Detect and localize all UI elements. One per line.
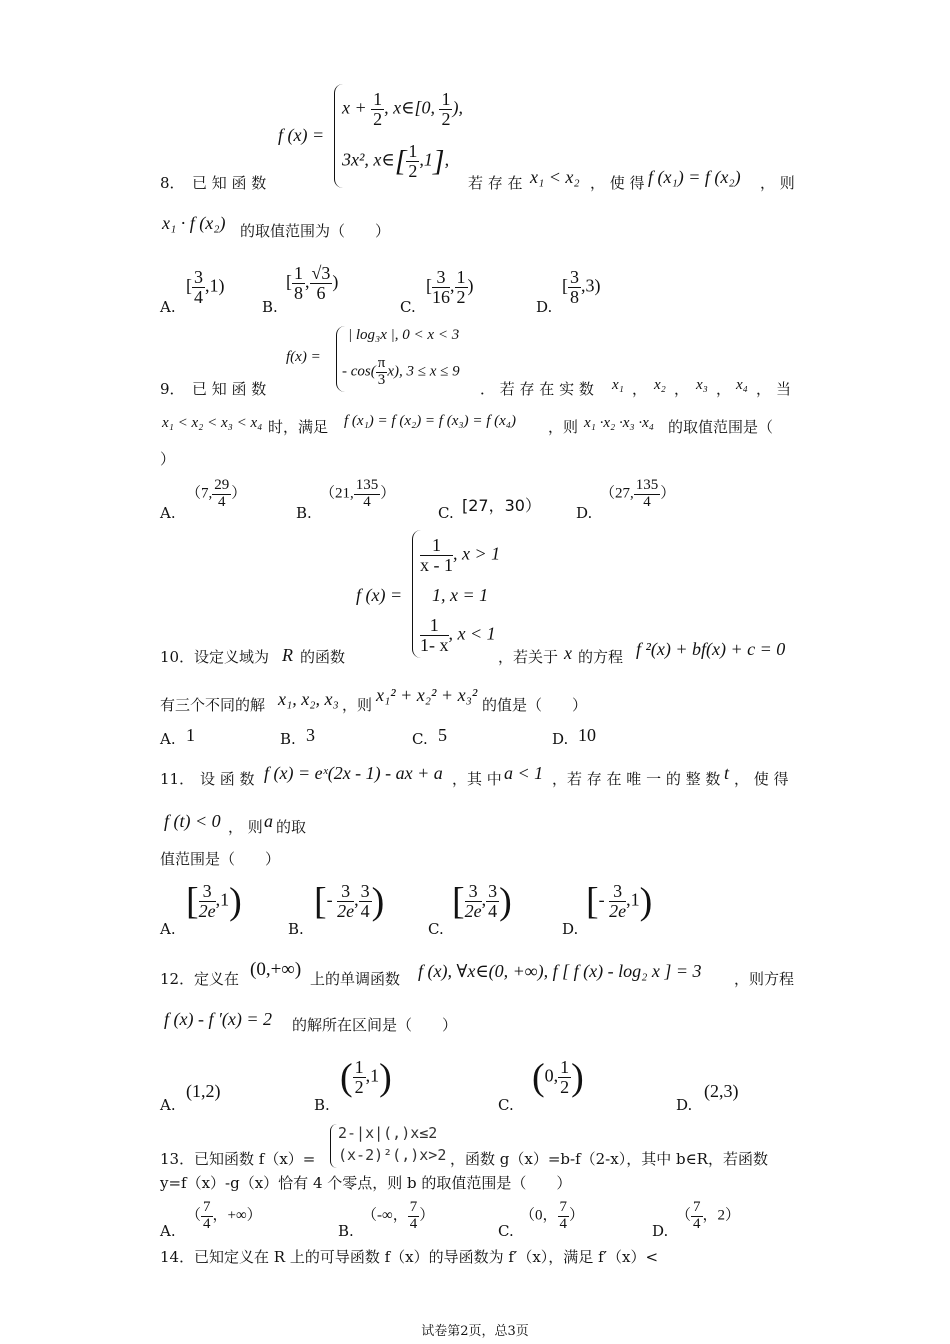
q13-line2: y=f（x）-g（x）恰有 4 个零点，则 b 的取值范围是（ ） bbox=[160, 1174, 572, 1192]
q9-fx-label: f(x) = bbox=[286, 349, 321, 365]
q9-cond: ． 若 存 在 实 数 bbox=[480, 380, 594, 398]
q12-opt-c: (0, $\frac{1}{2}$ ) bbox=[532, 1056, 584, 1099]
q11-opt-d-label: D. bbox=[562, 920, 579, 938]
q8-opt-a: [ $\frac{3}{4}$ ,1) bbox=[186, 267, 225, 307]
q12-opt-a: (1,2) bbox=[186, 1081, 221, 1101]
q8-opt-a-label: A. bbox=[160, 298, 176, 316]
q9-when: 当 bbox=[776, 380, 792, 398]
q10-opt-a: 1 bbox=[186, 725, 195, 745]
q8-opt-d: [ $\frac{3}{8}$ ,3) bbox=[562, 267, 601, 307]
q11-ineq: f (t) < 0 bbox=[164, 811, 221, 831]
q12-ask: 的解所在区间是（ ） bbox=[292, 1016, 458, 1034]
q10-lead2: 的函数 bbox=[300, 648, 346, 666]
q10-case2: 1, x = 1 bbox=[432, 585, 489, 605]
q8-eq: f (x₁) = f (x₂) bbox=[648, 167, 741, 187]
q9-var-2: x₂ bbox=[654, 377, 666, 393]
q9-eq: f (x₁) = f (x₂) = f (x₃) = f (x₄) bbox=[344, 413, 516, 429]
q9-number: 9． bbox=[160, 380, 185, 398]
q8-opt-b: [ $\frac{1}{8}$ , $\frac{√3}{6}$ ) bbox=[286, 263, 339, 303]
q12-eq: f (x) - f ′(x) = 2 bbox=[164, 1009, 273, 1029]
q13-opt-d: （ $\frac{7}{4}$ ，2） bbox=[676, 1199, 741, 1232]
q10-opt-b-label: B. bbox=[280, 730, 296, 748]
q11-mid2: ，若 存 在 唯 一 的 整 数 bbox=[552, 770, 721, 788]
q12-cond: f (x), ∀x∈(0, +∞), f [ f (x) - log₂ x ] = 3 bbox=[418, 961, 702, 981]
q11-mid: ，其 中 bbox=[452, 770, 502, 788]
q11-opt-b: [- $\frac{3}{2e}$ , $\frac{3}{4}$ ) bbox=[314, 880, 385, 923]
q10-cond: ，若关于 bbox=[498, 648, 559, 666]
q8-such: ， 使 得 bbox=[590, 174, 645, 192]
q8-cond: 若 存 在 bbox=[468, 174, 523, 192]
q9-ask: 的取值范围是（ bbox=[668, 418, 774, 436]
q10-eq: f ²(x) + bf(x) + c = 0 bbox=[636, 639, 786, 659]
q10-opt-b: 3 bbox=[306, 725, 315, 745]
q8-number: 8． bbox=[160, 174, 185, 192]
q9-then: ，则 bbox=[548, 418, 579, 436]
q13-mid: ，函数 g（x）=b-f（2-x），其中 b∈R，若函数 bbox=[450, 1150, 768, 1168]
q11-mid3: ， 使 得 bbox=[734, 770, 789, 788]
q14-text: 已知定义在 R 上的可导函数 f（x）的导函数为 f′（x），满足 f′（x）< bbox=[194, 1248, 659, 1266]
q10-lead: 设定义域为 bbox=[194, 648, 270, 666]
q9-opt-d: （27, $\frac{135}{4}$ ） bbox=[600, 477, 676, 510]
q12-opt-b-label: B. bbox=[314, 1096, 330, 1114]
q12-domain: (0,+∞) bbox=[250, 959, 302, 980]
q11-then: ， 则 bbox=[228, 818, 263, 836]
q13-case1: 2-|x|(,)x≤2 bbox=[338, 1124, 438, 1142]
q13-opt-c-label: C. bbox=[498, 1222, 514, 1240]
q10-x: x bbox=[564, 643, 572, 663]
q8-ask: 的取值范围为（ ） bbox=[240, 222, 391, 240]
q8-case2: 3x², x∈[ $\frac{1}{2}$ ,1], bbox=[342, 141, 450, 181]
q13-brace bbox=[330, 1124, 337, 1168]
q11-cond: a < 1 bbox=[504, 763, 544, 783]
q10-number: 10． bbox=[160, 648, 195, 666]
q10-sols: x₁, x₂, x₃ bbox=[278, 689, 339, 709]
q8-fx-label: f (x) = bbox=[278, 125, 325, 145]
q10-line2: 有三个不同的解 bbox=[160, 696, 266, 714]
q9-opt-b-label: B. bbox=[296, 504, 312, 522]
q9-opt-d-label: D. bbox=[576, 504, 593, 522]
q9-prod: x₁ ·x₂ ·x₃ ·x₄ bbox=[584, 415, 654, 431]
q12-opt-a-label: A. bbox=[160, 1096, 176, 1114]
q10-R: R bbox=[282, 645, 293, 665]
q9-opt-c-label: C. bbox=[438, 504, 454, 522]
q11-t: t bbox=[724, 763, 730, 783]
q8-then: ， 则 bbox=[760, 174, 795, 192]
q12-mid: 上的单调函数 bbox=[310, 970, 401, 988]
q10-opt-c-label: C. bbox=[412, 730, 428, 748]
q10-case3: $\frac{1}{1- x}$ , x < 1 bbox=[420, 615, 496, 655]
q13-lead: 已知函数 f（x）= bbox=[194, 1150, 316, 1168]
q8-opt-b-label: B. bbox=[262, 298, 278, 316]
q12-opt-d-label: D. bbox=[676, 1096, 693, 1114]
q9-var-3: x₃ bbox=[696, 377, 708, 393]
q11-a: a bbox=[264, 811, 273, 831]
q10-opt-a-label: A. bbox=[160, 730, 176, 748]
q9-opt-a-label: A. bbox=[160, 504, 176, 522]
page-footer: 试卷第2页，总3页 bbox=[421, 1324, 529, 1339]
q11-opt-a-label: A. bbox=[160, 920, 176, 938]
q10-ask: 的值是（ ） bbox=[482, 696, 588, 714]
q8-opt-d-label: D. bbox=[536, 298, 553, 316]
q9-order: x₁ < x₂ < x₃ < x₄ bbox=[162, 415, 263, 431]
q11-opt-a: [ $\frac{3}{2e}$ ,1) bbox=[186, 880, 242, 923]
q10-fx-label: f (x) = bbox=[356, 585, 403, 605]
q11-opt-b-label: B. bbox=[288, 920, 304, 938]
q11-opt-d: [- $\frac{3}{2e}$ ,1) bbox=[586, 880, 653, 923]
q10-opt-d: 10 bbox=[578, 725, 596, 745]
q9-satisfy: 时，满足 bbox=[268, 418, 329, 436]
q11-fx: f (x) = eˣ(2x - 1) - ax + a bbox=[264, 763, 443, 783]
q9-opt-a: （7, $\frac{29}{4}$ ） bbox=[186, 477, 247, 510]
q9-ask2: ） bbox=[160, 450, 176, 468]
q8-expr: x₁ · f (x₂) bbox=[162, 213, 226, 233]
q13-opt-a-label: A. bbox=[160, 1222, 176, 1240]
q9-opt-b: （21, $\frac{135}{4}$ ） bbox=[320, 477, 396, 510]
q8-opt-c-label: C. bbox=[400, 298, 416, 316]
q11-opt-c: [ $\frac{3}{2e}$ , $\frac{3}{4}$ ) bbox=[452, 880, 512, 923]
q11-opt-c-label: C. bbox=[428, 920, 444, 938]
q14-number: 14． bbox=[160, 1248, 195, 1266]
q13-opt-a: （ $\frac{7}{4}$ ，+∞） bbox=[186, 1199, 262, 1232]
q9-opt-c: [27，30） bbox=[462, 496, 541, 515]
q13-opt-b: （-∞， $\frac{7}{4}$ ） bbox=[362, 1199, 435, 1232]
q9-var-1: x₁ bbox=[612, 377, 624, 393]
q11-tail: 的取 bbox=[276, 818, 307, 836]
q13-opt-d-label: D. bbox=[652, 1222, 669, 1240]
q8-cond-math: x₁ < x₂ bbox=[530, 167, 580, 187]
q11-line3: 值范围是（ ） bbox=[160, 850, 281, 868]
q8-opt-c: [ $\frac{3}{16}$ , $\frac{1}{2}$ ) bbox=[426, 267, 474, 307]
q12-number: 12． bbox=[160, 970, 195, 988]
q11-lead: 设 函 数 bbox=[200, 770, 255, 788]
q12-lead: 定义在 bbox=[194, 970, 240, 988]
q9-case2: - cos( $\frac{\pi}{3}$ x), 3 ≤ x ≤ 9 bbox=[342, 355, 460, 388]
q10-opt-c: 5 bbox=[438, 725, 447, 745]
q8-lead: 已 知 函 数 bbox=[192, 174, 267, 192]
q10-opt-d-label: D. bbox=[552, 730, 569, 748]
q13-opt-c: （0， $\frac{7}{4}$ ） bbox=[520, 1199, 585, 1232]
q12-opt-d: (2,3) bbox=[704, 1081, 739, 1101]
q9-case1: | log₃x |, 0 < x < 3 bbox=[348, 327, 460, 343]
q13-case2: (x-2)²(,)x>2 bbox=[338, 1146, 447, 1164]
q9-var-4: x₄ bbox=[736, 377, 748, 393]
q11-number: 11． bbox=[160, 770, 195, 788]
q8-case1: x + $\frac{1}{2}$ , x∈[0, $\frac{1}{2}$ ), bbox=[342, 89, 463, 129]
q9-lead: 已 知 函 数 bbox=[192, 380, 267, 398]
q12-opt-b: ( $\frac{1}{2}$ ,1) bbox=[340, 1056, 392, 1099]
q13-opt-b-label: B. bbox=[338, 1222, 354, 1240]
q12-opt-c-label: C. bbox=[498, 1096, 514, 1114]
q13-number: 13． bbox=[160, 1150, 195, 1168]
q10-case1: $\frac{1}{x - 1}$ , x > 1 bbox=[420, 535, 501, 575]
q10-cond2: 的方程 bbox=[578, 648, 624, 666]
q10-sumsq: x₁² + x₂² + x₃² bbox=[376, 685, 478, 705]
q12-then: ，则方程 bbox=[734, 970, 795, 988]
q10-then: ，则 bbox=[342, 696, 373, 714]
